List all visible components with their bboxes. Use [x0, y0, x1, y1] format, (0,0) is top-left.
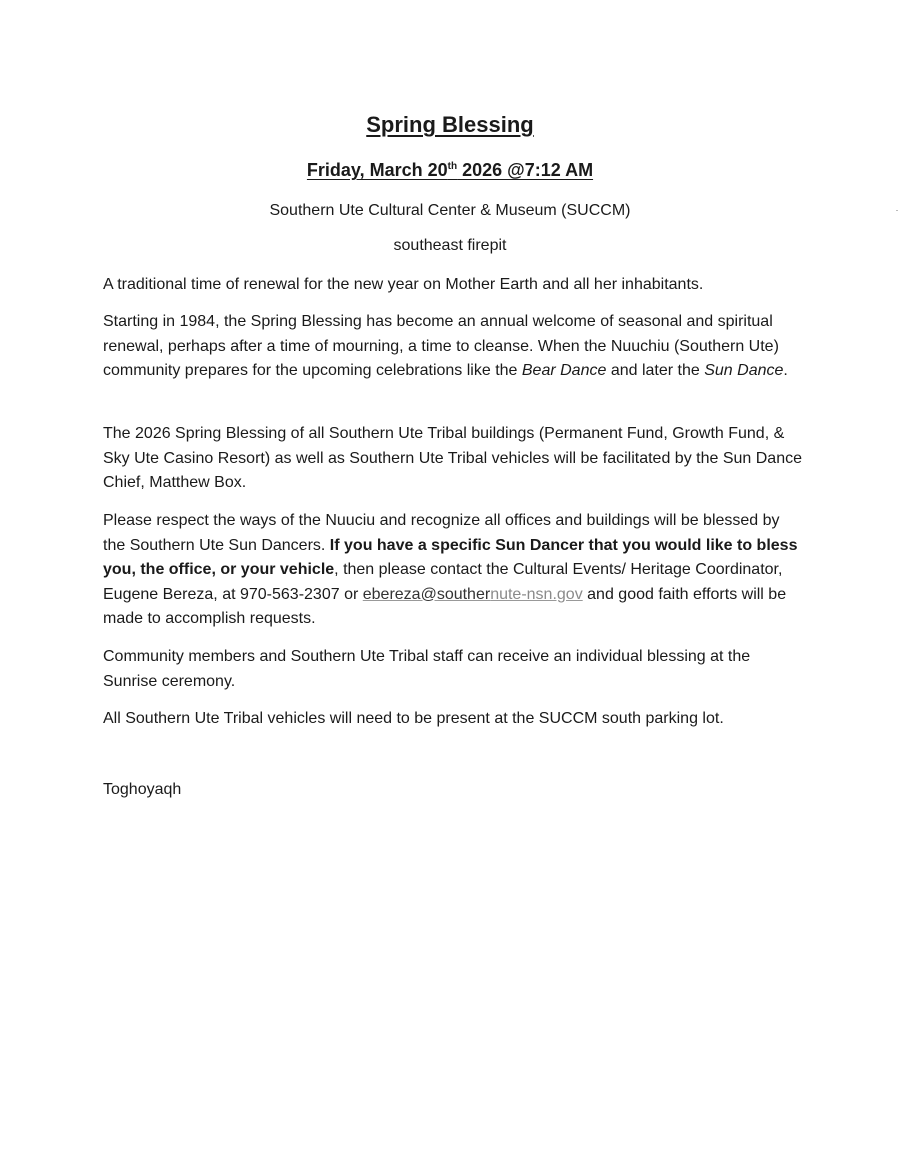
signoff: Toghoyaqh: [103, 781, 182, 798]
date-prefix: Friday, March 20: [306, 160, 448, 180]
event-sublocation: southeast firepit: [393, 237, 507, 254]
contact-text-2: , then please contact the Cultural Events/ Heritage Coordinator, Eugene Bereza, at 970-563-2307 or: [103, 561, 783, 603]
contact-email-link[interactable]: [363, 586, 583, 603]
history-text-3: .: [783, 362, 788, 379]
history-text-1: Starting in 1984, the Spring Blessing has become an annual welcome of seasonal and spiritual renewal, perhaps after a time of mourning, a time to cleanse. When the Nuuchiu (Southern Ute) community prepares for the upcoming celebrations like the: [103, 313, 779, 379]
history-paragraph: [103, 310, 803, 384]
facilitation-paragraph: The 2026 Spring Blessing of all Southern Ute Tribal buildings (Permanent Fund, Growth Fund, & Sky Ute Casino Resort) as well as Southern Ute Tribal vehicles will be facilitated by the Sun Dance Chief, Matthew Box.: [103, 425, 802, 491]
sun-dance-emphasis: Sun Dance: [704, 362, 784, 379]
contact-bold-request: If you have a specific Sun Dancer that you would like to bless you, the office, or your vehicle: [103, 536, 798, 578]
email-part-a: ebereza@souther: [362, 585, 491, 603]
date-ordinal-suffix: th: [447, 161, 458, 172]
scan-artifact-mark: [896, 210, 898, 211]
page-title: Spring Blessing: [366, 112, 534, 137]
contact-text-3: and good faith efforts will be made to accomplish requests.: [103, 585, 787, 627]
event-location: Southern Ute Cultural Center & Museum (SUCCM): [269, 202, 631, 219]
email-part-b: nute-nsn.gov: [490, 585, 583, 603]
event-date: [0, 160, 900, 181]
date-rest: 2026 @7:12 AM: [457, 160, 594, 180]
contact-text-1: Please respect the ways of the Nuuciu and recognize all offices and buildings will be blessed by the Southern Ute Sun Dancers.: [103, 512, 780, 554]
intro-paragraph: A traditional time of renewal for the new year on Mother Earth and all her inhabitants.: [103, 276, 704, 293]
contact-paragraph: [103, 509, 803, 632]
history-text-2: and later the: [606, 362, 705, 379]
vehicles-paragraph: All Southern Ute Tribal vehicles will need to be present at the SUCCM south parking lot.: [103, 710, 724, 727]
bear-dance-emphasis: Bear Dance: [521, 362, 607, 379]
community-paragraph: Community members and Southern Ute Tribal staff can receive an individual blessing at the Sunrise ceremony.: [103, 648, 751, 690]
